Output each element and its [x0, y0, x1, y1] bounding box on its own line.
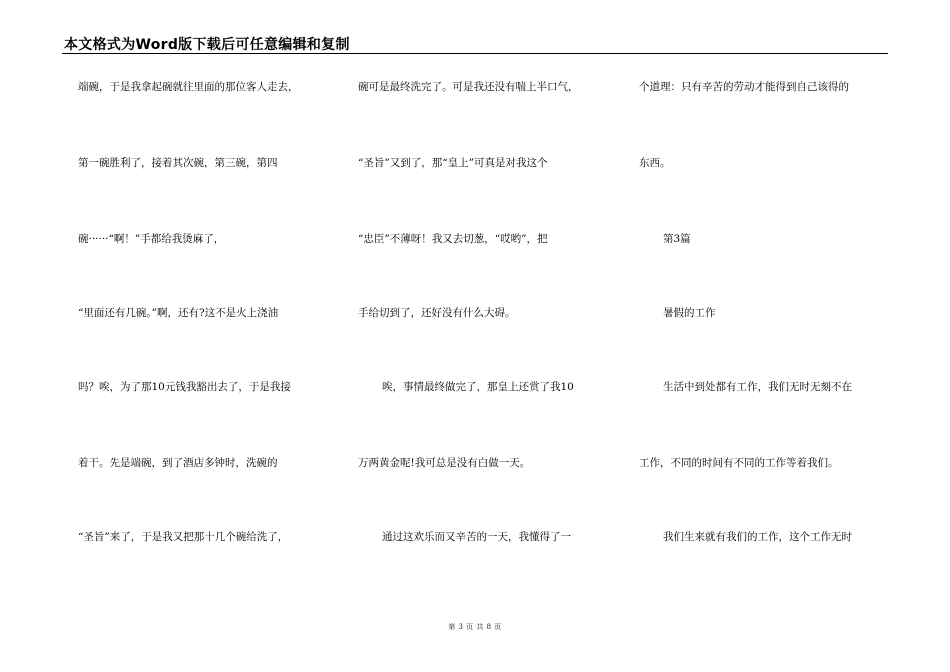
text-line: 碗······“啊！”手都给我烫麻了， — [78, 233, 225, 245]
text-line: 着干。先是端碗，到了酒店多钟时，洗碗的 — [78, 457, 278, 469]
text-line: 万两黄金呢!我可总是没有白做一天。 — [358, 457, 531, 469]
section-heading: 第3篇 — [663, 233, 691, 245]
text-line: 东西。 — [639, 157, 671, 169]
text-line: 第一碗胜利了，接着其次碗，第三碗，第四 — [78, 157, 278, 169]
text-line: 唉，事情最终做完了，那皇上还赏了我10 — [382, 381, 574, 393]
text-line: 我们生来就有我们的工作，这个工作无时 — [663, 531, 852, 543]
text-line: “圣旨”来了，于是我又把那十几个碗给洗了， — [78, 531, 289, 543]
header-divider — [62, 53, 888, 54]
text-line: 工作，不同的时间有不同的工作等着我们。 — [639, 457, 839, 469]
text-line: 个道理：只有辛苦的劳动才能得到自己该得的 — [639, 81, 849, 93]
essay-title: 暑假的工作 — [663, 307, 716, 319]
page-number-footer: 第 3 页 共 8 页 — [448, 623, 502, 631]
text-line: 端碗，于是我拿起碗就往里面的那位客人走去， — [78, 81, 299, 93]
text-line: “忠臣”不薄呀！我又去切葱，“哎哟”，把 — [358, 233, 548, 245]
text-line: 通过这欢乐而又辛苦的一天，我懂得了一 — [382, 531, 571, 543]
text-line: 生活中到处都有工作，我们无时无刻不在 — [663, 381, 852, 393]
text-line: 手给切到了，还好没有什么大碍。 — [358, 307, 516, 319]
text-line: “里面还有几碗。”啊，还有?这不是火上浇油 — [78, 307, 279, 319]
text-line: 碗可是最终洗完了。可是我还没有喘上半口气， — [358, 81, 579, 93]
text-line: 吗？唉，为了那10元钱我豁出去了，于是我接 — [78, 381, 291, 393]
document-header-title: 本文格式为Word版下载后可任意编辑和复制 — [64, 37, 350, 53]
text-line: “圣旨”又到了，那“皇上”可真是对我这个 — [358, 157, 548, 169]
